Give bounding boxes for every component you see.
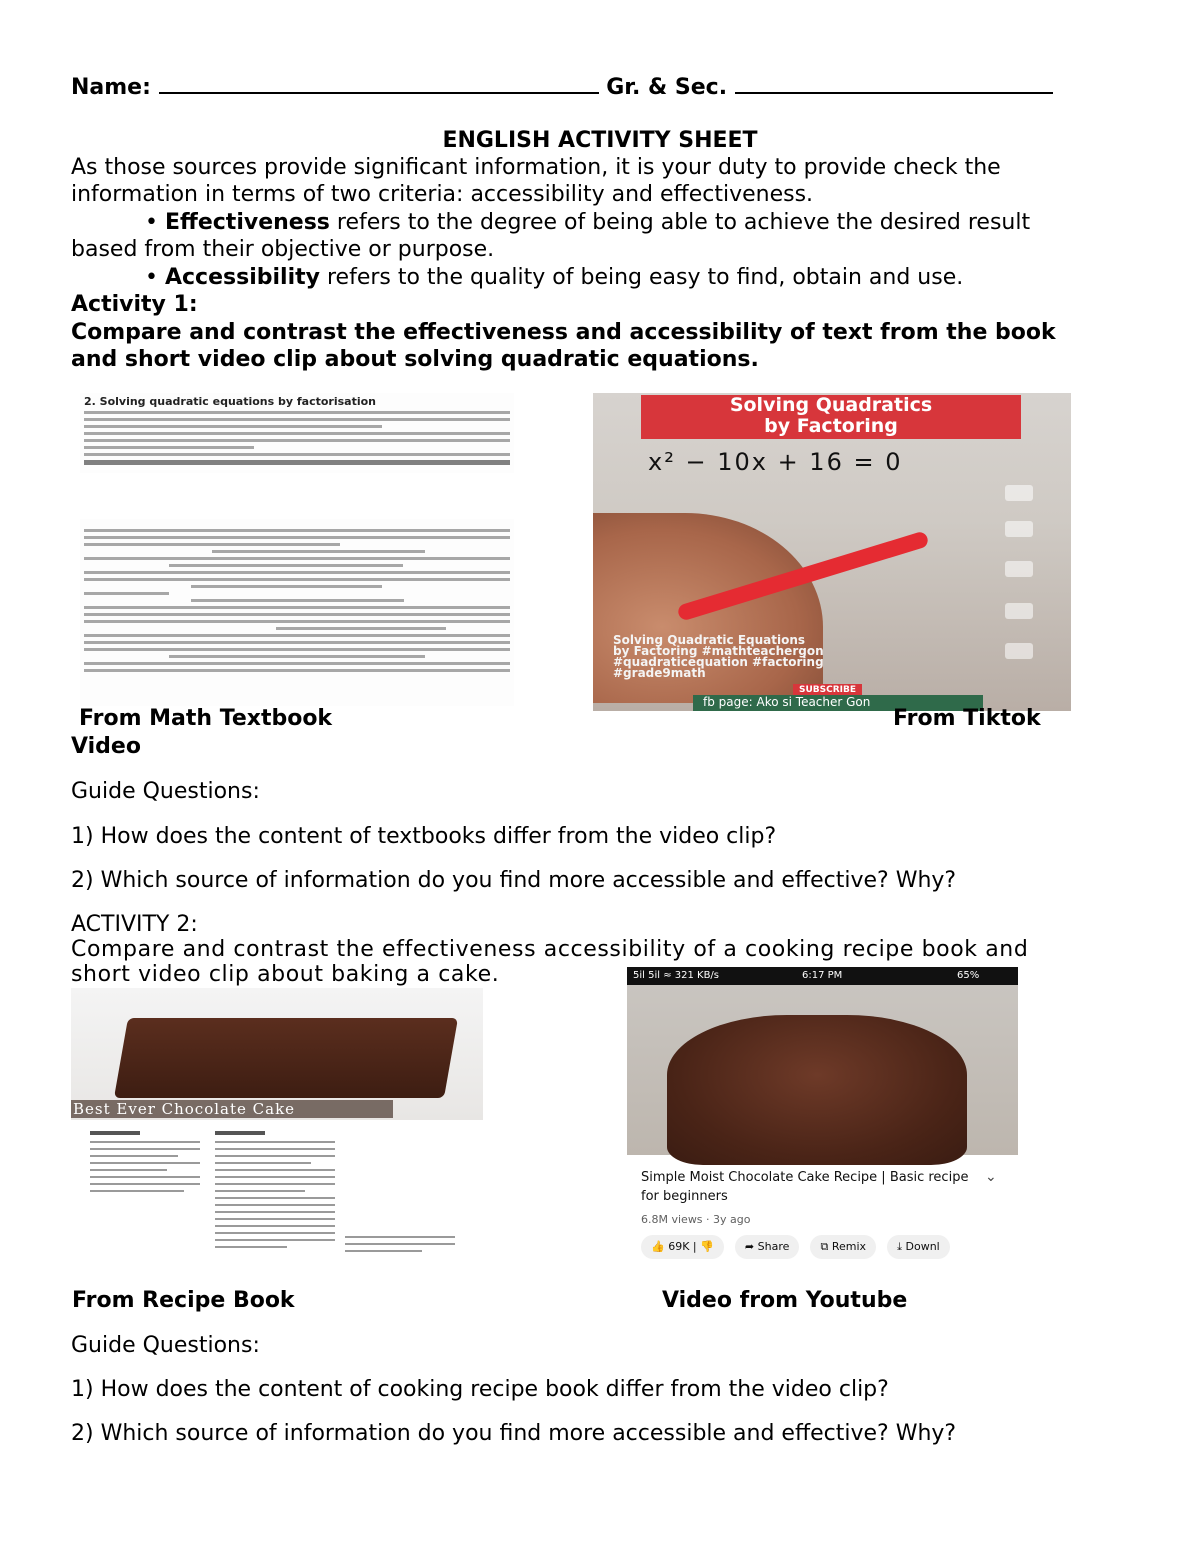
tiktok-caption-line: #quadraticequation #factoring: [613, 655, 824, 669]
accessibility-term: Accessibility: [164, 265, 320, 290]
activity2-question-1: 1) How does the content of cooking recipe book differ from the video clip?: [71, 1377, 889, 1402]
caption-video: Video: [71, 734, 141, 759]
bullet-effectiveness: [145, 209, 1030, 236]
activity1-instruction-2: and short video clip about solving quadratic equations.: [71, 347, 759, 372]
download-button[interactable]: [887, 1235, 950, 1259]
download-icon: ⤓: [897, 1240, 906, 1253]
textbook-section-title: 2. Solving quadratic equations by factorisation: [84, 395, 376, 408]
bullet-dot: •: [145, 210, 165, 235]
caption-tiktok: From Tiktok: [893, 706, 1041, 731]
activity2-guide-heading: Guide Questions:: [71, 1333, 260, 1358]
like-button[interactable]: 👍 69K | 👎: [641, 1235, 724, 1259]
share-label: Share: [757, 1240, 790, 1253]
tiktok-caption: [613, 635, 824, 679]
activity2-instruction-2: short video clip about baking a cake.: [71, 962, 500, 987]
thumbs-down-icon: 👎: [700, 1240, 714, 1253]
effectiveness-definition-cont: based from their objective or purpose.: [71, 237, 495, 262]
thumbs-up-icon: 👍: [651, 1240, 669, 1253]
share-icon: ➦: [744, 1240, 758, 1253]
header-line: [71, 72, 1053, 101]
status-network: 5il 5il ≈ 321 KB/s: [633, 970, 720, 981]
activity1-heading: Activity 1:: [71, 292, 198, 317]
activity2-question-2: 2) Which source of information do you find more accessible and effective? Why?: [71, 1421, 957, 1446]
remix-label: Remix: [831, 1240, 867, 1253]
youtube-views: 6.8M views · 3y ago: [641, 1213, 751, 1226]
tiktok-fb-page: fb page: Ako si Teacher Gon: [693, 695, 983, 711]
share-icon[interactable]: [1005, 603, 1033, 619]
activity1-question-2: 2) Which source of information do you find more accessible and effective? Why?: [71, 868, 957, 893]
tiktok-equation: x² − 10x + 16 = 0: [648, 448, 903, 476]
activity2-instruction-1: Compare and contrast the effectiveness accessibility of a cooking recipe book and: [71, 937, 1029, 962]
bullet-accessibility: [145, 264, 963, 291]
dislike-icon[interactable]: [1005, 521, 1033, 537]
activity1-instruction-1: Compare and contrast the effectiveness and accessibility of text from the book: [71, 320, 1056, 345]
activity1-question-1: 1) How does the content of textbooks differ from the video clip?: [71, 824, 777, 849]
section-blank[interactable]: [735, 72, 1053, 94]
tiktok-video-image: [593, 393, 1071, 711]
directions-column: [215, 1131, 335, 1253]
like-icon[interactable]: [1005, 485, 1033, 501]
caption-youtube: Video from Youtube: [662, 1288, 908, 1313]
share-button[interactable]: [735, 1235, 799, 1259]
name-blank[interactable]: [159, 72, 599, 94]
textbook-text-block-1: [84, 411, 510, 469]
remix-icon[interactable]: [1005, 643, 1033, 659]
like-count: 69K: [668, 1240, 690, 1253]
remix-button[interactable]: [810, 1235, 876, 1259]
recipe-image-caption: Best Ever Chocolate Cake: [71, 1100, 393, 1118]
subscribe-button[interactable]: SUBSCRIBE: [793, 684, 862, 696]
tiktok-caption-line: by Factoring #mathteachergon: [613, 644, 824, 658]
activity2-heading: ACTIVITY 2:: [71, 912, 198, 937]
tiktok-banner-line-2: by Factoring: [764, 415, 898, 437]
name-label: Name:: [71, 75, 151, 100]
tiktok-caption-line: #grade9math: [613, 666, 706, 680]
download-label: Downl: [905, 1240, 940, 1253]
remix-icon: ⧉: [820, 1240, 832, 1253]
caption-math-textbook: From Math Textbook: [79, 706, 333, 731]
math-textbook-image: [80, 393, 514, 706]
bullet-dot: •: [145, 265, 165, 290]
chocolate-cake-photo: [667, 1015, 967, 1165]
effectiveness-term: Effectiveness: [164, 210, 330, 235]
youtube-video-image: [627, 967, 1018, 1267]
activity1-guide-heading: Guide Questions:: [71, 779, 260, 804]
tiktok-title-banner: [641, 395, 1021, 439]
caption-recipe-book: From Recipe Book: [72, 1288, 295, 1313]
status-battery: 65%: [957, 970, 980, 981]
textbook-blank: [80, 473, 514, 519]
ingredients-column: [90, 1131, 200, 1197]
tiktok-banner-line-1: Solving Quadratics: [729, 394, 933, 416]
recipe-text-block: [90, 1131, 460, 1271]
section-label: Gr. & Sec.: [606, 75, 728, 100]
chocolate-cake-image: [114, 1018, 458, 1098]
textbook-text-block-2: [84, 529, 510, 676]
recipe-book-image: [71, 988, 483, 1120]
recipe-notes: [345, 1236, 455, 1257]
phone-status-bar: [627, 967, 1018, 985]
accessibility-definition: refers to the quality of being easy to find, obtain and use.: [319, 265, 964, 290]
tiktok-caption-line: Solving Quadratic Equations: [613, 633, 806, 647]
youtube-action-bar: [641, 1235, 956, 1261]
youtube-video-title[interactable]: Simple Moist Chocolate Cake Recipe | Basic recipe for beginners: [641, 1170, 969, 1204]
effectiveness-definition: refers to the degree of being able to achieve the desired result: [329, 210, 1031, 235]
comment-icon[interactable]: [1005, 561, 1033, 577]
intro-line-1: As those sources provide significant information, it is your duty to provide check the: [71, 155, 1001, 180]
page-title: ENGLISH ACTIVITY SHEET: [442, 128, 758, 153]
intro-line-2: information in terms of two criteria: accessibility and effectiveness.: [71, 182, 814, 207]
chevron-down-icon[interactable]: ⌄: [985, 1169, 997, 1185]
youtube-video-frame[interactable]: [627, 985, 1018, 1155]
status-time: 6:17 PM: [802, 970, 843, 981]
